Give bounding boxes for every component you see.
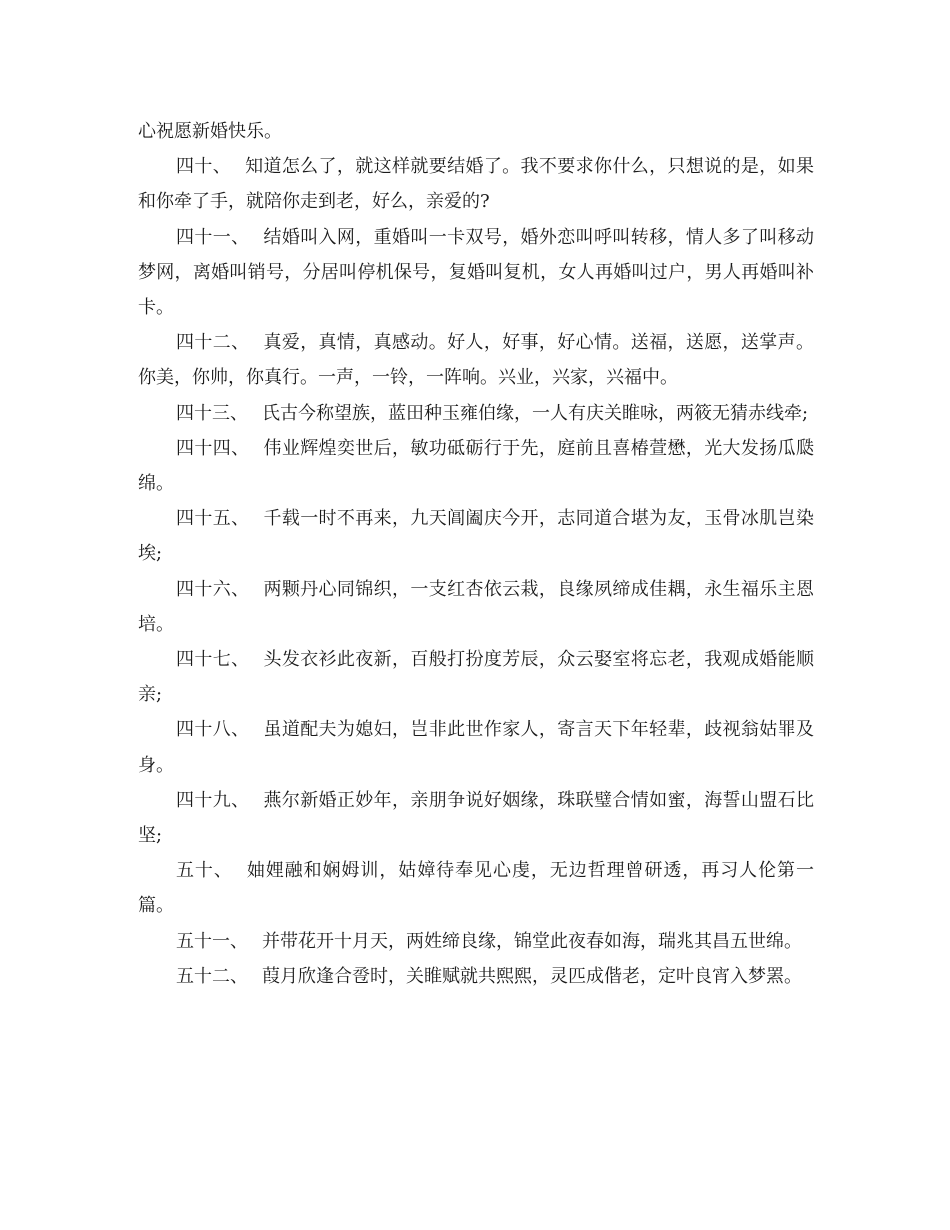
item-number: 五十一、 (176, 930, 248, 952)
item-number: 五十二、 (176, 965, 248, 987)
list-item (138, 924, 814, 959)
list-item (138, 572, 814, 642)
item-text: 伟业辉煌奕世后，敏功砥砺行于先，庭前且喜椿萱懋，光大发扬瓜瓞绵。 (138, 437, 815, 495)
item-number: 四十四、 (176, 437, 250, 459)
item-number: 四十、 (176, 156, 232, 178)
document-body (138, 114, 814, 994)
item-text: 真爱，真情，真感动。好人，好事，好心情。送福，送愿，送掌声。你美，你帅，你真行。一声，一铃，一阵响。兴业，兴家，兴福中。 (138, 332, 815, 389)
item-number: 四十二、 (176, 332, 250, 354)
item-text: 两颗丹心同锦织，一支红杏依云栽，良缘夙缔成佳耦，永生福乐主恩培。 (138, 578, 815, 635)
item-number: 四十九、 (176, 789, 250, 811)
item-number: 四十八、 (176, 719, 250, 741)
item-text: 妯娌融和娴姆训，姑嫜待奉见心虔，无边哲理曾研透，再习人伦第一篇。 (138, 860, 814, 917)
item-text: 千载一时不再来，九天阊阖庆今开，志同道合堪为友，玉骨冰肌岂染埃; (138, 508, 815, 565)
item-number: 四十一、 (176, 226, 250, 248)
item-text: 氏古今称望族，蓝田种玉雍伯缘，一人有庆关睢咏，两筱无猜赤线牵; (262, 402, 809, 424)
item-number: 四十三、 (176, 402, 248, 424)
item-text: 头发衣衫此夜新，百般打扮度芳辰，众云娶室将忘老，我观成婚能顺亲; (138, 649, 815, 706)
lead-paragraph: 心祝愿新婚快乐。 (138, 121, 282, 142)
list-item (138, 325, 814, 395)
list-item (138, 642, 814, 712)
list-item (138, 396, 814, 431)
item-number: 四十七、 (176, 649, 250, 671)
list-item (138, 501, 814, 571)
item-text: 并带花开十月天，两姓缔良缘，锦堂此夜春如海，瑞兆其昌五世绵。 (262, 930, 802, 952)
item-text: 葭月欣逢合卺时，关睢赋就共熙熙，灵匹成偕老，定叶良宵入梦罴。 (262, 965, 802, 987)
list-item (138, 149, 814, 219)
item-number: 五十、 (176, 860, 233, 882)
item-number: 四十五、 (176, 508, 250, 530)
blessing-list (138, 149, 814, 994)
item-text: 虽道配夫为媳妇，岂非此世作家人，寄言天下年轻辈，歧视翁姑罪及身。 (138, 719, 815, 776)
item-number: 四十六、 (176, 578, 250, 600)
list-item (138, 712, 814, 782)
list-item (138, 959, 814, 994)
item-text: 燕尔新婚正妙年，亲朋争说好姻缘，珠联璧合情如蜜，海誓山盟石比坚; (138, 789, 815, 847)
list-item (138, 431, 814, 501)
item-text: 知道怎么了，就这样就要结婚了。我不要求你什么，只想说的是，如果和你牵了手，就陪你走到老，好么，亲爱的? (138, 156, 814, 213)
list-item (138, 853, 814, 923)
list-item (138, 783, 814, 853)
list-item (138, 220, 814, 326)
item-text: 结婚叫入网，重婚叫一卡双号，婚外恋叫呼叫转移，情人多了叫移动梦网，离婚叫销号，分居叫停机保号，复婚叫复机，女人再婚叫过户，男人再婚叫补卡。 (138, 226, 815, 319)
